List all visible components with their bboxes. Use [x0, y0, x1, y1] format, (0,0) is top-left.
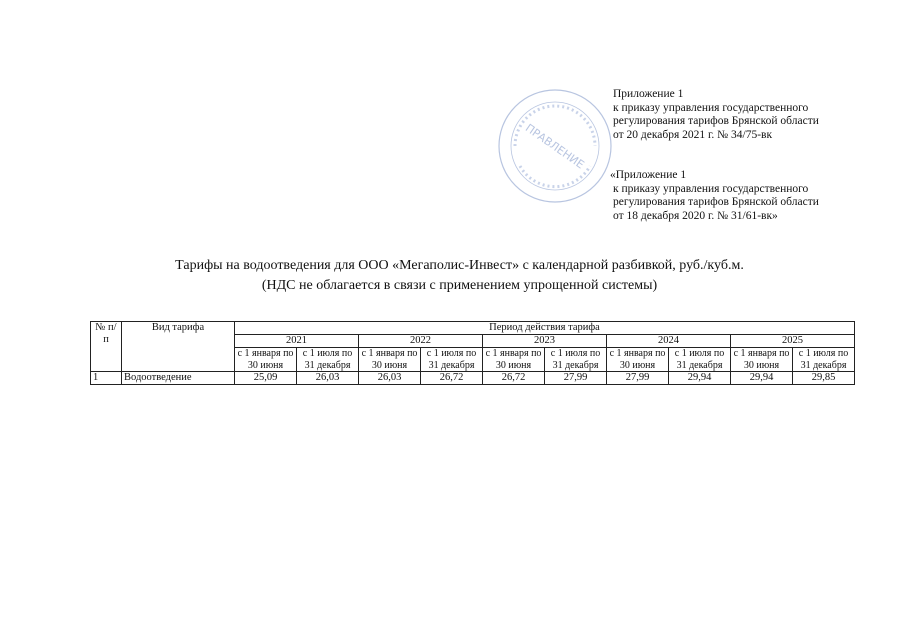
header-half-first: с 1 января по 30 июня: [483, 348, 545, 372]
header-half-first: с 1 января по 30 июня: [607, 348, 669, 372]
header-half-second: с 1 июля по 31 декабря: [669, 348, 731, 372]
appendix-current: [613, 88, 819, 142]
tariff-value: 27,99: [545, 372, 607, 385]
appendix-line: регулирования тарифов Брянской области: [613, 115, 819, 127]
header-half-second: с 1 июля по 31 декабря: [793, 348, 855, 372]
appendix-line: регулирования тарифов Брянской области: [613, 196, 819, 208]
tariff-value: 26,03: [297, 372, 359, 385]
tariff-table: [90, 321, 855, 385]
appendix-line: от 18 декабря 2020 г. № 31/61-вк»: [613, 209, 778, 222]
header-year: 2025: [731, 335, 855, 348]
stamp-text: ПРАВЛЕНИЕ: [522, 121, 587, 172]
header-half-second: с 1 июля по 31 декабря: [421, 348, 483, 372]
appendix-line: «Приложение 1: [610, 169, 687, 181]
document-subtitle: (НДС не облагается в связи с применением упрощенной системы): [261, 278, 658, 293]
appendix-line: от 20 декабря 2021 г. № 34/75-вк: [613, 128, 773, 141]
header-half-first: с 1 января по 30 июня: [731, 348, 793, 372]
table-row: [91, 372, 855, 385]
row-kind: Водоотведение: [122, 372, 235, 385]
tariff-value: 26,03: [359, 372, 421, 385]
row-num: 1: [91, 372, 122, 385]
header-period: Период действия тарифа: [235, 322, 855, 335]
tariff-value: 26,72: [483, 372, 545, 385]
header-half-first: с 1 января по 30 июня: [235, 348, 297, 372]
tariff-value: 27,99: [607, 372, 669, 385]
tariff-value: 25,09: [235, 372, 297, 385]
header-half-first: с 1 января по 30 июня: [359, 348, 421, 372]
header-year: 2022: [359, 335, 483, 348]
appendix-previous: [610, 169, 819, 223]
header-half-second: с 1 июля по 31 декабря: [545, 348, 607, 372]
appendix-line: к приказу управления государственного: [613, 101, 809, 114]
tariff-value: 26,72: [421, 372, 483, 385]
header-year: 2021: [235, 335, 359, 348]
tariff-value: 29,94: [731, 372, 793, 385]
header-year: 2024: [607, 335, 731, 348]
header-kind: Вид тарифа: [122, 322, 235, 372]
tariff-value: 29,94: [669, 372, 731, 385]
header-half-second: с 1 июля по 31 декабря: [297, 348, 359, 372]
appendix-line: Приложение 1: [613, 88, 684, 100]
document-title: Тарифы на водоотведения для ООО «Мегаполис-Инвест» с календарной разбивкой, руб./куб.м.: [175, 258, 744, 273]
header-year: 2023: [483, 335, 607, 348]
header-num: № п/п: [91, 322, 122, 372]
tariff-value: 29,85: [793, 372, 855, 385]
official-stamp: [495, 86, 615, 206]
appendix-line: к приказу управления государственного: [613, 182, 809, 195]
